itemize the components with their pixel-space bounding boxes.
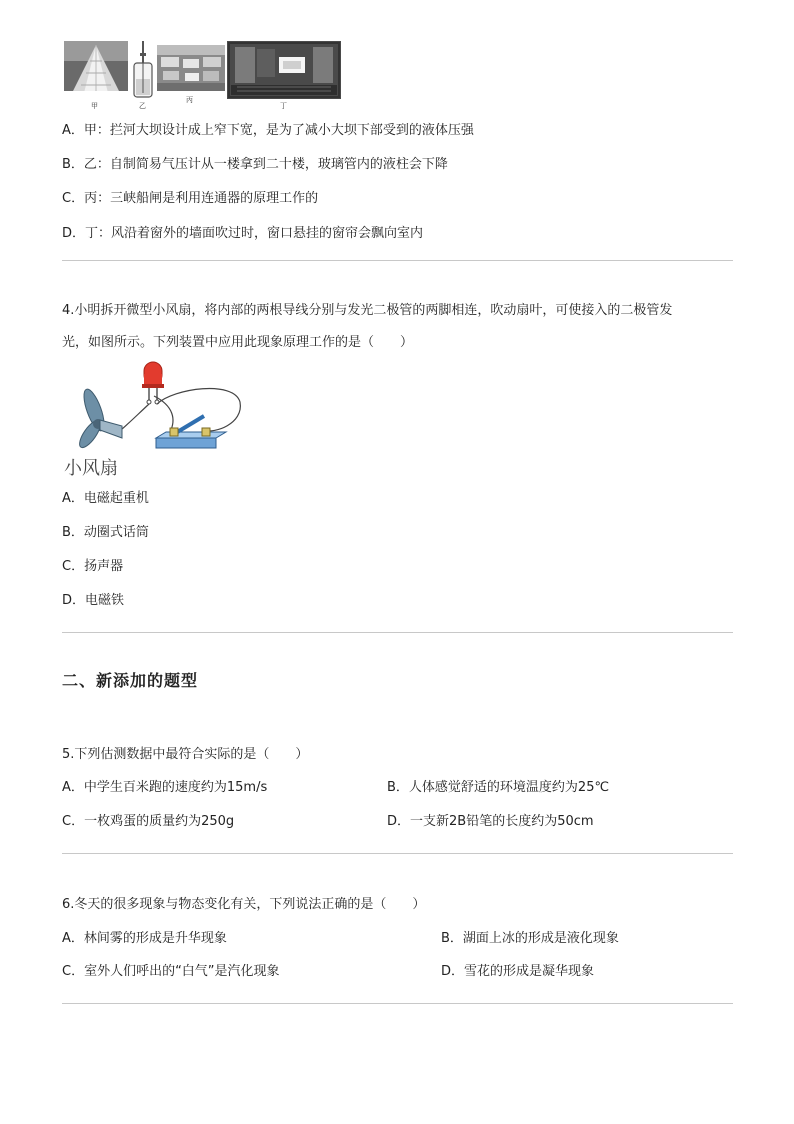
figure-yi-barometer (132, 41, 154, 99)
q5-option-a: A．中学生百米跑的速度约为15m/s (62, 780, 268, 795)
figure-label-jia: 甲 (91, 102, 98, 110)
divider (62, 632, 733, 633)
q4-option-d: D．电磁铁 (62, 593, 125, 608)
figure-jia-dam (64, 41, 128, 99)
figure-bing-shiplock (157, 45, 225, 91)
q5-option-c: C．一枚鸡蛋的质量约为250g (62, 814, 235, 829)
q3-option-c: C．丙：三峡船闸是利用连通器的原理工作的 (62, 191, 319, 206)
q6-stem: 6.冬天的很多现象与物态变化有关，下列说法正确的是（ ） (62, 897, 426, 912)
q4-option-c: C．扬声器 (62, 559, 124, 574)
q6-option-d: D．雪花的形成是凝华现象 (441, 964, 595, 979)
q4-stem-line1: 4.小明拆开微型小风扇，将内部的两根导线分别与发光二极管的两脚相连，吹动扇叶，可使接入的二极管发 (62, 303, 673, 318)
q6-option-b: B．湖面上冰的形成是液化现象 (441, 931, 619, 946)
q3-option-d: D．丁：风沿着窗外的墙面吹过时，窗口悬挂的窗帘会飘向室内 (62, 226, 424, 241)
q5-option-d: D．一支新2B铅笔的长度约为50cm (387, 814, 594, 829)
q6-option-c: C．室外人们呼出的“白气”是汽化现象 (62, 964, 280, 979)
q4-option-b: B．动圈式话筒 (62, 525, 149, 540)
q4-stem-line2: 光，如图所示。下列装置中应用此现象原理工作的是（ ） (62, 335, 414, 350)
fan-led-circuit-figure (64, 358, 244, 458)
figure-label-yi: 乙 (139, 102, 146, 110)
q6-option-a: A．林间雾的形成是升华现象 (62, 931, 227, 946)
figure-label-ding: 丁 (280, 102, 287, 110)
divider (62, 260, 733, 261)
q3-option-b: B．乙：自制简易气压计从一楼拿到二十楼，玻璃管内的液柱会下降 (62, 157, 448, 172)
divider (62, 1003, 733, 1004)
figure-ding-classroom (227, 41, 341, 99)
q5-stem: 5.下列估测数据中最符合实际的是（ ） (62, 747, 309, 762)
fan-figure-caption: 小风扇 (64, 458, 118, 479)
q4-option-a: A．电磁起重机 (62, 491, 149, 506)
divider (62, 853, 733, 854)
figure-label-bing: 丙 (186, 96, 193, 104)
q5-option-b: B．人体感觉舒适的环境温度约为25℃ (387, 780, 610, 795)
section-heading: 二、新添加的题型 (62, 671, 199, 690)
q3-option-a: A．甲：拦河大坝设计成上窄下宽，是为了减小大坝下部受到的液体压强 (62, 123, 474, 138)
